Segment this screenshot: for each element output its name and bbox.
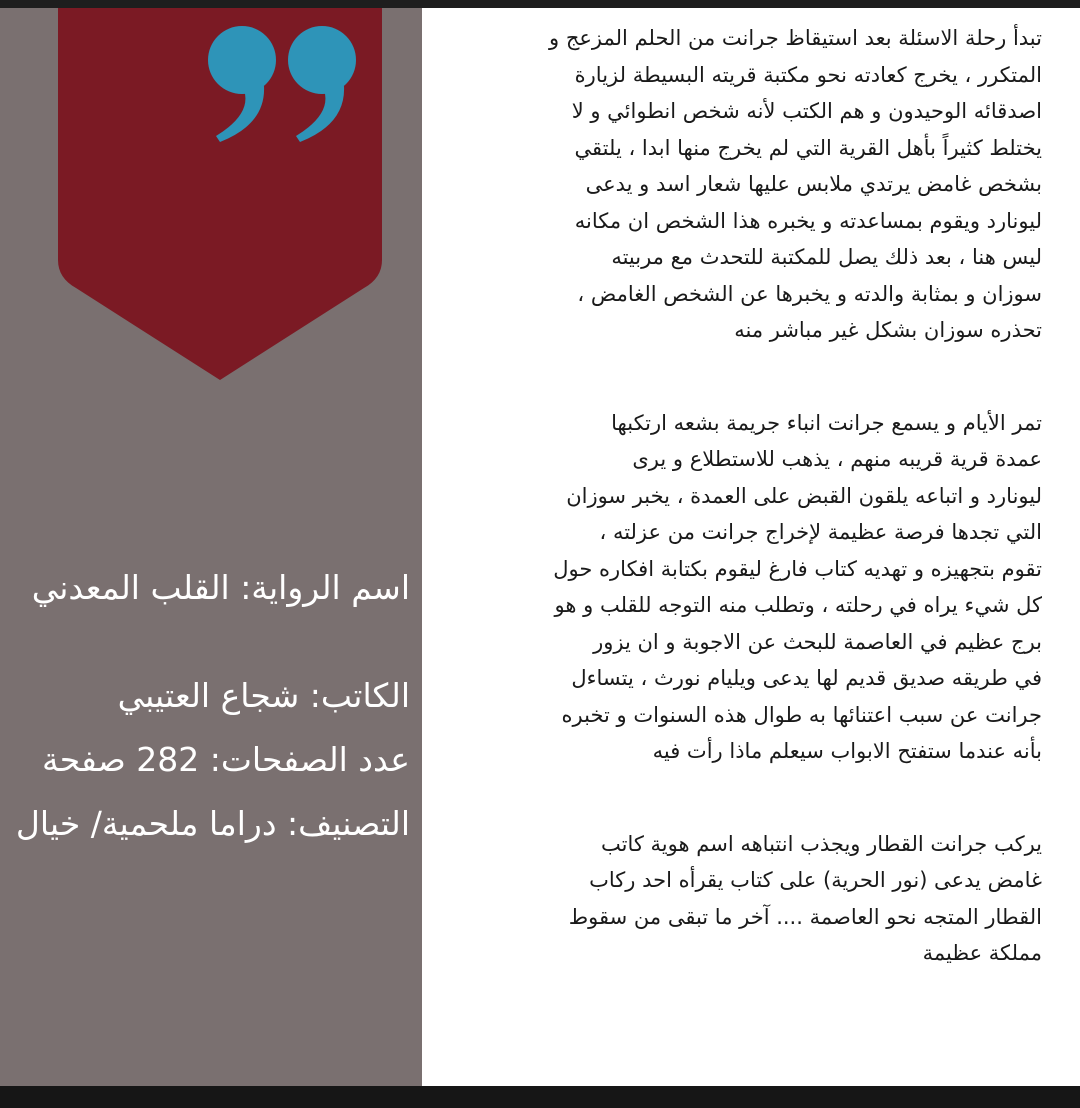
book-info-panel bbox=[0, 8, 422, 1086]
text-line: برج عظيم في العاصمة للبحث عن الاجوبة و ان يزور bbox=[593, 629, 1042, 654]
paragraph-3 bbox=[462, 826, 1042, 972]
text-line: ليونارد و اتباعه يلقون القبض على العمدة ، يخبر سوزان bbox=[566, 483, 1042, 508]
book-info bbox=[0, 566, 410, 846]
author: الكاتب: شجاع العتيبي bbox=[117, 676, 410, 715]
bottom-edge bbox=[0, 1086, 1080, 1108]
text-line: جرانت عن سبب اعتنائها به طوال هذه السنوات و تخبره bbox=[561, 702, 1042, 727]
text-line: تبدأ رحلة الاسئلة بعد استيقاظ جرانت من الحلم المزعج و bbox=[549, 26, 1042, 50]
paragraph-2 bbox=[462, 405, 1042, 770]
summary-panel bbox=[422, 8, 1080, 1086]
ribbon-bookmark bbox=[58, 8, 382, 380]
text-line: تمر الأيام و يسمع جرانت انباء جريمة بشعه ارتكبها bbox=[611, 410, 1042, 435]
novel-title: اسم الرواية: القلب المعدني bbox=[31, 568, 410, 607]
top-edge bbox=[0, 0, 1080, 8]
text-line: غامض يدعى (نور الحرية) على كتاب يقرأه احد ركاب bbox=[589, 868, 1042, 892]
text-line: كل شيء يراه في رحلته ، وتطلب منه التوجه للقلب و هو bbox=[554, 593, 1042, 617]
text-line: يركب جرانت القطار ويجذب انتباهه اسم هوية كاتب bbox=[601, 831, 1042, 856]
text-line: بشخص غامض يرتدي ملابس عليها شعار اسد و يدعى bbox=[585, 172, 1042, 196]
text-line: مملكة عظيمة bbox=[922, 941, 1042, 965]
text-line: بأنه عندما ستفتح الابواب سيعلم ماذا رأت فيه bbox=[652, 739, 1042, 763]
text-line: يختلط كثيراً بأهل القرية التي لم يخرج منها ابدا ، يلتقي bbox=[574, 135, 1042, 160]
summary-text bbox=[462, 20, 1042, 972]
text-line: اصدقائه الوحيدون و هم الكتب لأنه شخص انطوائي و لا bbox=[571, 99, 1042, 123]
genre: التصنيف: دراما ملحمية/ خيال bbox=[15, 804, 410, 843]
paragraph-1 bbox=[462, 20, 1042, 349]
text-line: تقوم بتجهيزه و تهديه كتاب فارغ ليقوم بكتابة افكاره حول bbox=[553, 556, 1042, 581]
text-line: تحذره سوزان بشكل غير مباشر منه bbox=[734, 318, 1042, 342]
text-line: ليونارد ويقوم بمساعدته و يخبره هذا الشخص ان مكانه bbox=[574, 208, 1042, 233]
text-line: في طريقه صديق قديم لها يدعى ويليام نورث ، يتساءل bbox=[571, 666, 1042, 690]
text-line: عمدة قرية قريبه منهم ، يذهب للاستطلاع و يرى bbox=[632, 447, 1042, 471]
text-line: سوزان و بمثابة والدته و يخبرها عن الشخص الغامض ، bbox=[577, 281, 1042, 306]
text-line: القطار المتجه نحو العاصمة .... آخر ما تبقى من سقوط bbox=[568, 904, 1042, 929]
text-line: ليس هنا ، بعد ذلك يصل للمكتبة للتحدث مع مربيته bbox=[611, 245, 1042, 269]
page-count: عدد الصفحات: 282 صفحة bbox=[42, 740, 410, 779]
text-line: المتكرر ، يخرج كعادته نحو مكتبة قريته البسيطة لزيارة bbox=[574, 62, 1042, 87]
text-line: التي تجدها فرصة عظيمة لإخراج جرانت من عزلته ، bbox=[599, 520, 1042, 544]
